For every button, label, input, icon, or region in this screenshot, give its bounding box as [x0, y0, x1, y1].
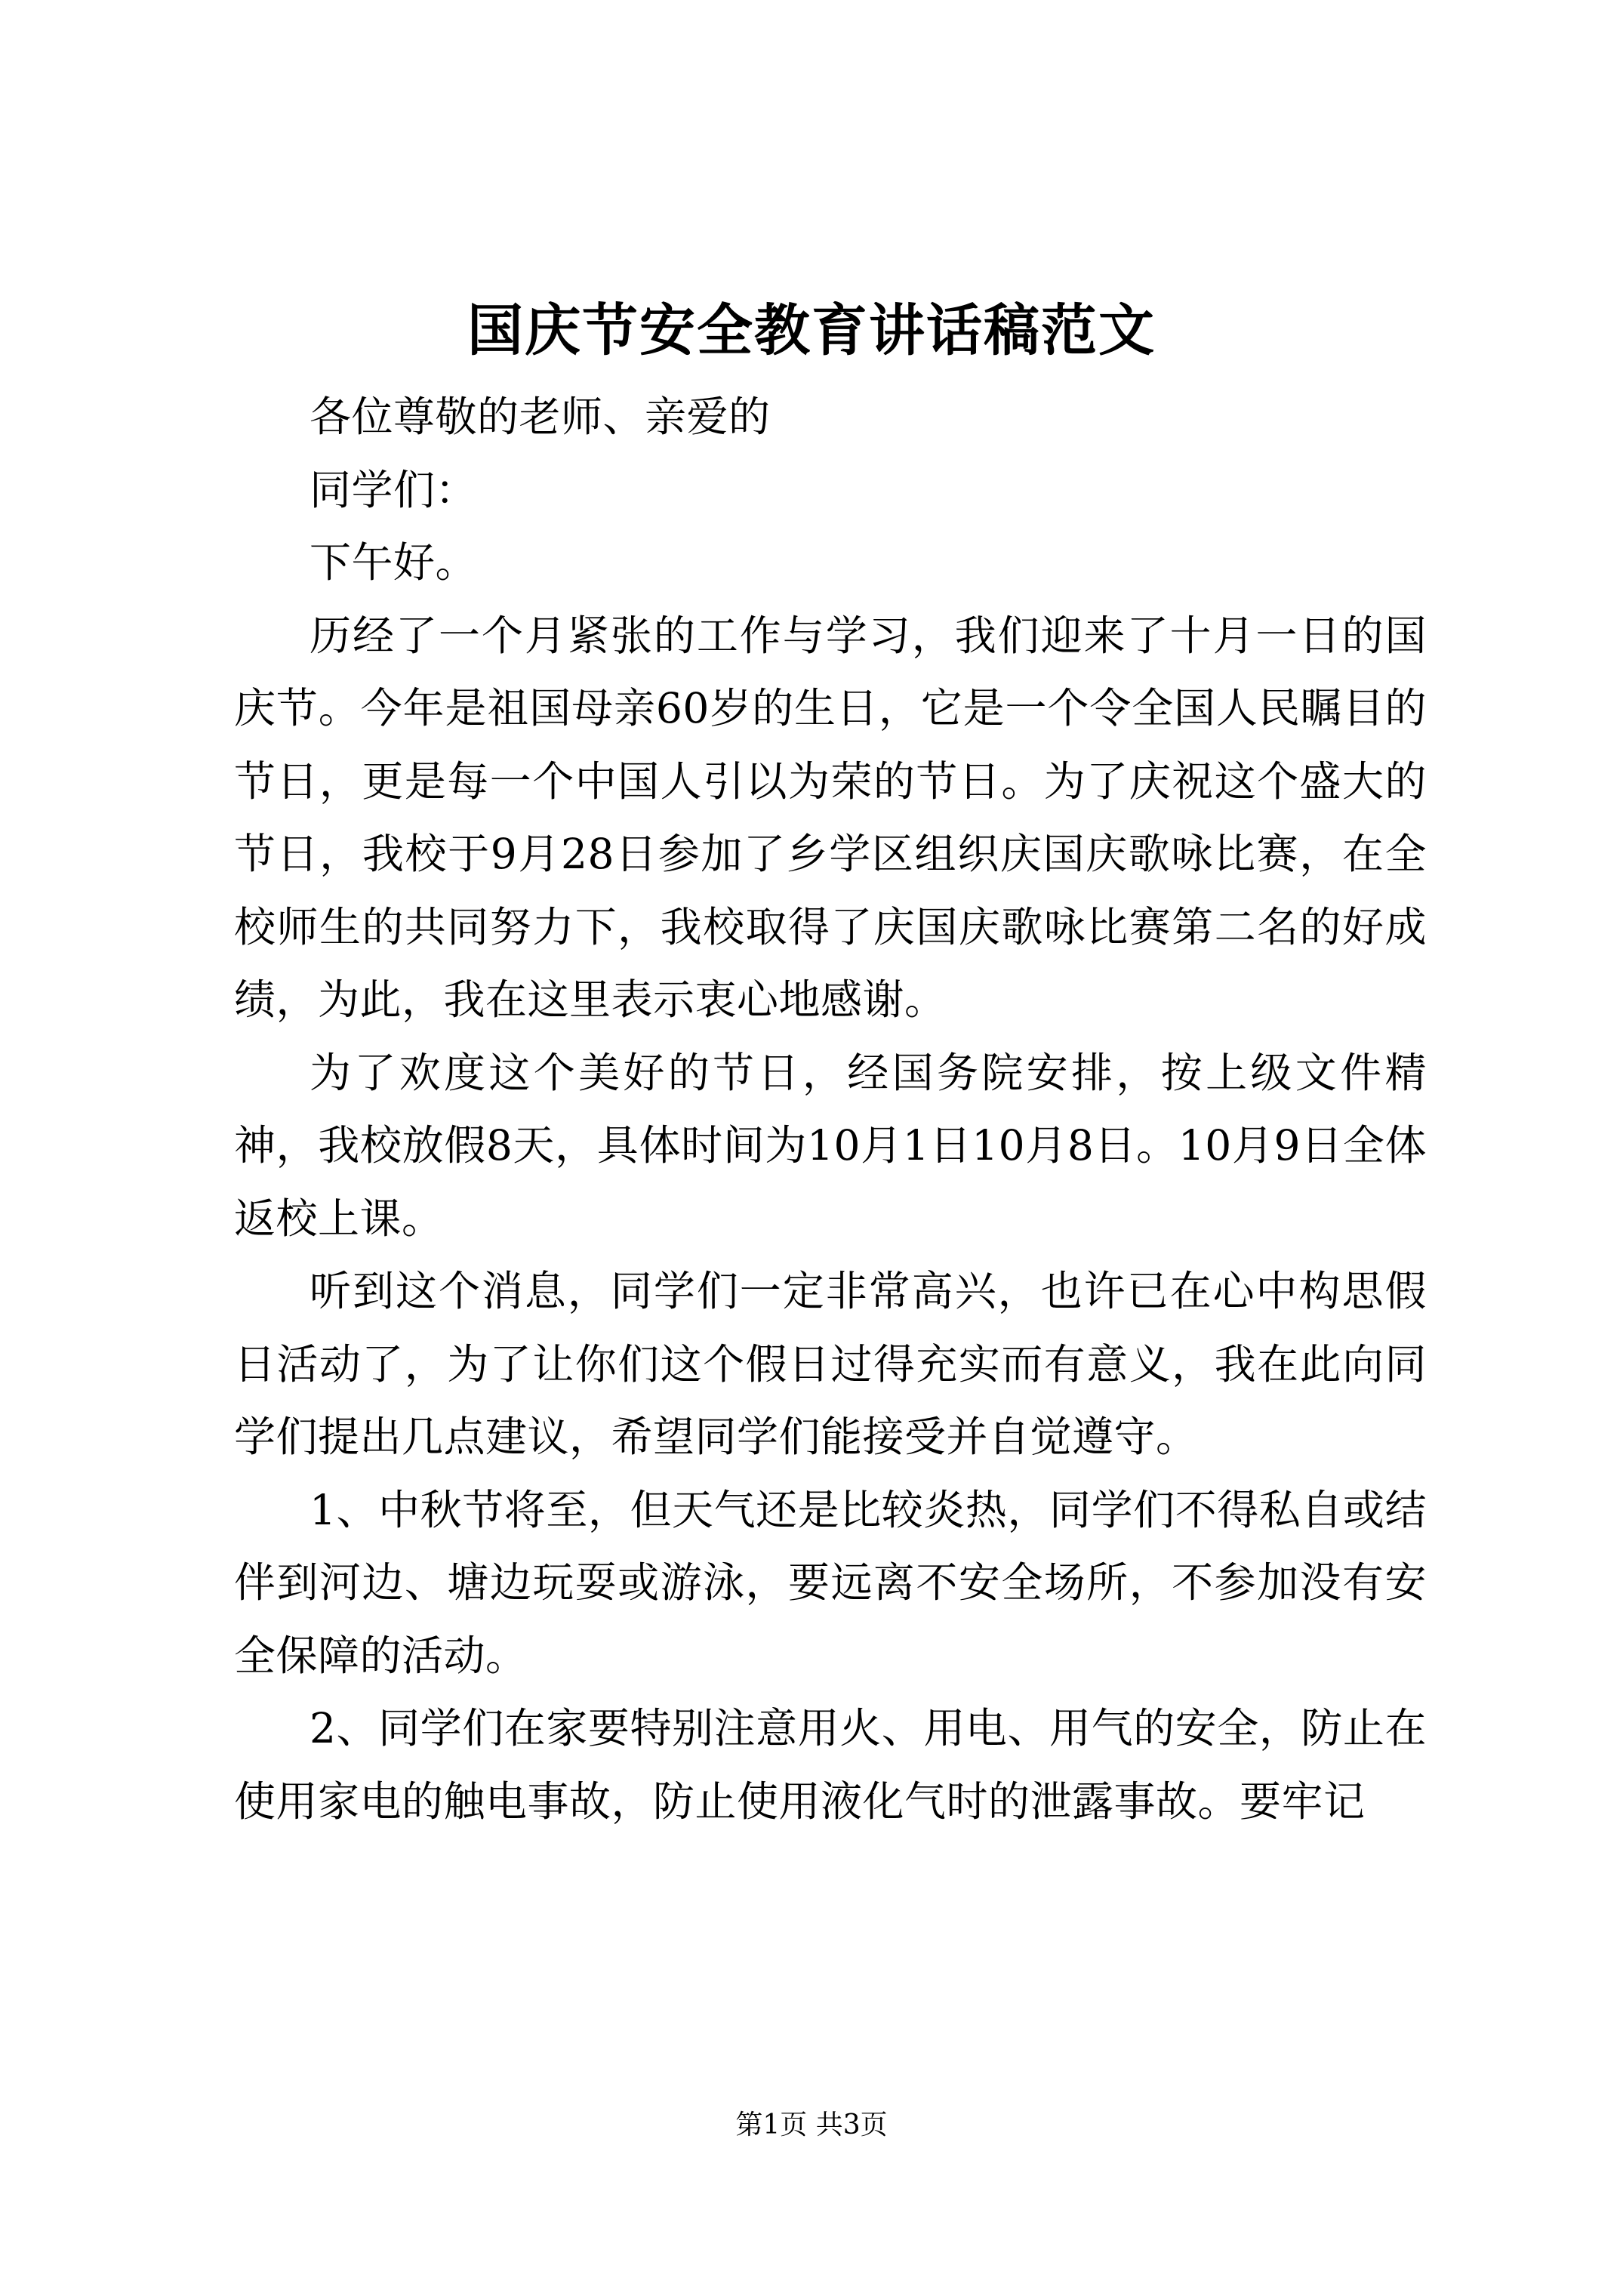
document-title: 国庆节安全教育讲话稿范文 — [467, 298, 1156, 363]
paragraph-holiday-schedule: 为了欢度这个美好的节日，经国务院安排，按上级文件精神，我校放假8天，具体时间为10月1日10月8日。10月9日全体返校上课。 — [234, 1048, 1427, 1243]
page-number-footer: 第1页 共3页 — [735, 2110, 888, 2140]
paragraph-rule-2: 2、同学们在家要特别注意用火、用电、用气的安全，防止在使用家电的触电事故，防止使用液化气时的泄露事故。要牢记 — [234, 1704, 1427, 1826]
paragraph-suggestions-intro: 听到这个消息，同学们一定非常高兴，也许已在心中构思假日活动了，为了让你们这个假日过得充实而有意义，我在此向同学们提出几点建议，希望同学们能接受并自觉遵守。 — [234, 1267, 1427, 1461]
salutation: 下午好。 — [310, 538, 478, 587]
greeting-line: 各位尊敬的老师、亲爱的 — [310, 393, 771, 441]
paragraph-national-day: 历经了一个月紧张的工作与学习，我们迎来了十月一日的国庆节。今年是祖国母亲60岁的生日，它是一个令全国人民瞩目的节日，更是每一个中国人引以为荣的节日。为了庆祝这个盛大的节日，我校于9月28日参加了乡学区组织庆国庆歌咏比赛，在全校师生的共同努力下，我校取得了庆国庆歌咏比赛第二名的好成绩，为此，我在这里表示衷心地感谢。 — [234, 611, 1427, 1024]
greeting-line-students: 同学们： — [310, 465, 478, 514]
paragraph-rule-1: 1、中秋节将至，但天气还是比较炎热，同学们不得私自或结伴到河边、塘边玩耍或游泳，要远离不安全场所，不参加没有安全保障的活动。 — [234, 1485, 1427, 1680]
document-body — [234, 381, 1427, 1838]
